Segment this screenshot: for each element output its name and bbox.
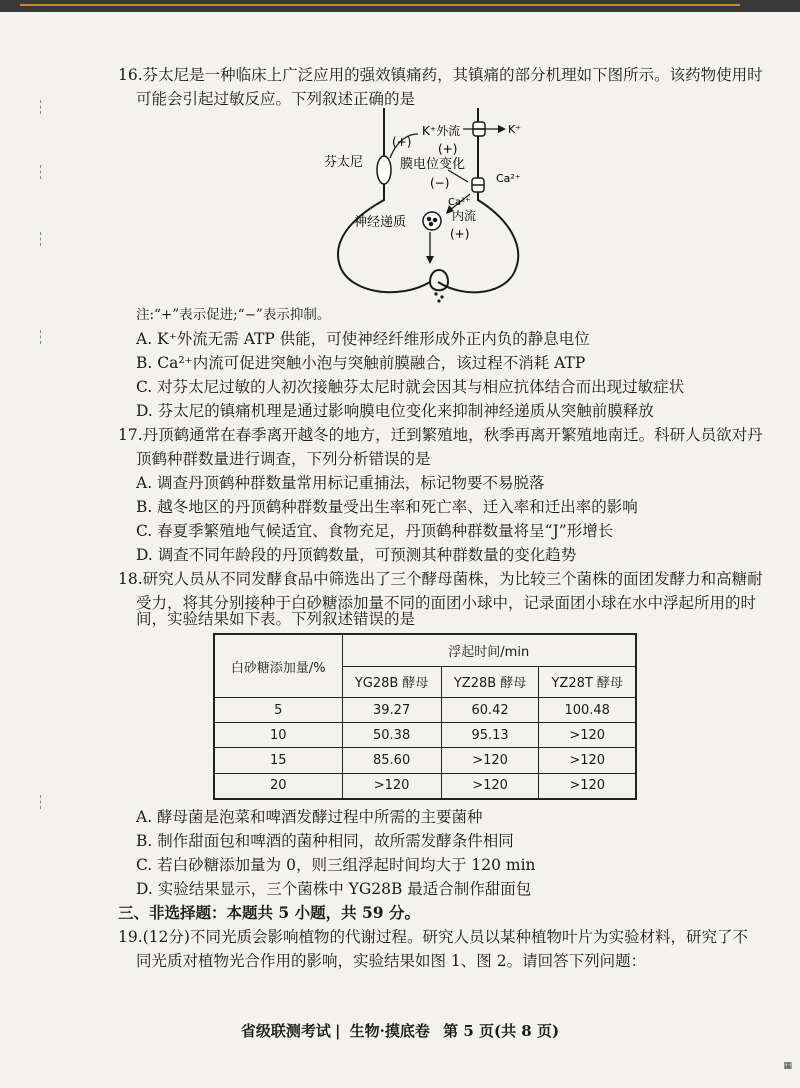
table-col-strain: YG28B 酵母	[342, 666, 441, 697]
yeast-float-time-table	[213, 633, 637, 800]
q16-stem-line2: 可能会引起过敏反应。下列叙述正确的是	[136, 90, 416, 108]
q17-option-d: D. 调查不同年龄段的丹顶鹤数量，可预测其种群数量的变化趋势	[136, 546, 577, 564]
table-cell: 39.27	[342, 698, 441, 723]
table-col-sugar: 白砂糖添加量/%	[214, 634, 342, 698]
vesicle-release	[430, 270, 448, 290]
q18-stem-line1: 18.研究人员从不同发酵食品中筛选出了三个酵母菌株，为比较三个菌株的面团发酵力和高糖耐	[118, 570, 763, 588]
table-cell: 5	[214, 698, 342, 723]
ca-influx-label: 内流	[452, 209, 477, 223]
table-row	[214, 773, 636, 799]
released-transmitter	[437, 299, 440, 302]
table-cell: 60.42	[441, 698, 539, 723]
table-row	[214, 723, 636, 748]
table-header-row	[214, 634, 636, 666]
table-cell: 10	[214, 723, 342, 748]
footer-subject: 生物·摸底卷	[349, 1022, 430, 1040]
fentanyl-receptor	[377, 156, 391, 184]
table-col-strain: YZ28B 酵母	[441, 666, 539, 697]
released-transmitter	[440, 295, 443, 298]
q18-option-a: A. 酵母菌是泡菜和啤酒发酵过程中所需的主要菌种	[136, 808, 483, 826]
plus-label: (+)	[438, 142, 458, 156]
q18-stem-line2: 受力，将其分别接种于白砂糖添加量不同的面团小球中，记录面团小球在水中浮起所用的时	[136, 594, 757, 612]
section-heading: 三、非选择题：本题共 5 小题，共 59 分。	[118, 903, 420, 922]
table-cell: >120	[539, 773, 636, 799]
q19-stem-line2: 同光质对植物光合作用的影响，实验结果如图 1、图 2。请回答下列问题：	[136, 952, 647, 970]
q19-stem-line1: 19.(12分)不同光质会影响植物的代谢过程。研究人员以某种植物叶片为实验材料，研究了不	[118, 928, 748, 946]
table-cell: 85.60	[342, 748, 441, 773]
neurotransmitter-label: 神经递质	[354, 215, 407, 230]
q16-stem-line1: 16.芬太尼是一种临床上广泛应用的强效镇痛药，其镇痛的部分机理如下图所示。该药物使用时	[118, 66, 763, 84]
q17-option-c: C. 春夏季繁殖地气候适宜、食物充足，丹顶鹤种群数量将呈“J”形增长	[136, 522, 614, 540]
q17-option-b: B. 越冬地区的丹顶鹤种群数量受出生率和死亡率、迁入率和迁出率的影响	[136, 498, 638, 516]
table-row	[214, 748, 636, 773]
table-cell: 95.13	[441, 723, 539, 748]
released-transmitter	[434, 292, 437, 295]
q18-option-c: C. 若白砂糖添加量为 0，则三组浮起时间均大于 120 min	[136, 856, 536, 874]
table-cell: 20	[214, 773, 342, 799]
synapse-diagram	[318, 108, 538, 304]
arrowhead	[426, 256, 434, 264]
scanner-watermark: ▦	[783, 1061, 792, 1071]
table-cell: 50.38	[342, 723, 441, 748]
k-efflux-label: K⁺外流	[422, 124, 461, 138]
margin-mark	[40, 795, 44, 809]
fentanyl-label: 芬太尼	[324, 155, 364, 170]
q16-option-b: B. Ca²⁺内流可促进突触小泡与突触前膜融合，该过程不消耗 ATP	[136, 354, 586, 372]
axon-membrane-left	[338, 108, 430, 292]
q16-option-a: A. K⁺外流无需 ATP 供能，可使神经纤维形成外正内负的静息电位	[136, 330, 590, 348]
ca-ion-label: Ca²⁺	[448, 197, 471, 208]
top-scan-edge	[0, 0, 800, 12]
margin-mark	[40, 165, 44, 179]
margin-mark	[40, 330, 44, 344]
potential-change-label: 膜电位变化	[400, 157, 466, 172]
arrowhead	[498, 125, 506, 133]
q17-stem-line1: 17.丹顶鹤通常在春季离开越冬的地方，迁到繁殖地，秋季再离开繁殖地南迁。科研人员欲对丹	[118, 426, 763, 444]
plus-label: (+)	[392, 135, 412, 149]
q18-option-d: D. 实验结果显示，三个菌株中 YG28B 最适合制作甜面包	[136, 880, 532, 898]
q16-option-d: D. 芬太尼的镇痛机理是通过影响膜电位变化来抑制神经递质从突触前膜释放	[136, 402, 654, 420]
table-row	[214, 698, 636, 723]
margin-mark	[40, 100, 44, 114]
table-cell: >120	[539, 723, 636, 748]
page-footer: 省级联测考试 | 生物·摸底卷 第 5 页(共 8 页)	[240, 1022, 560, 1040]
table-cell: 15	[214, 748, 342, 773]
q18-option-b: B. 制作甜面包和啤酒的菌种相同，故所需发酵条件相同	[136, 832, 514, 850]
plus-label: (+)	[450, 227, 470, 241]
margin-mark	[40, 232, 44, 246]
footer-exam: 省级联测考试	[240, 1022, 331, 1040]
q17-option-a: A. 调查丹顶鹤种群数量常用标记重捕法，标记物要不易脱落	[136, 474, 545, 492]
ca-channel	[472, 178, 484, 192]
table-cell: >120	[441, 773, 539, 799]
q17-stem-line2: 顶鹤种群数量进行调查，下列分析错误的是	[136, 450, 431, 468]
table-cell: >120	[539, 748, 636, 773]
q16-note: 注:“+”表示促进;“−”表示抑制。	[136, 307, 331, 323]
q16-option-c: C. 对芬太尼过敏的人初次接触芬太尼时就会因其与相应抗体结合而出现过敏症状	[136, 378, 685, 396]
footer-page: 第 5 页(共 8 页)	[443, 1022, 560, 1040]
q18-stem-line3: 间，实验结果如下表。下列叙述错误的是	[136, 610, 416, 628]
minus-label: (−)	[430, 176, 450, 190]
table-cell: >120	[441, 748, 539, 773]
table-col-group: 浮起时间/min	[342, 634, 636, 666]
table-col-strain: YZ28T 酵母	[539, 666, 636, 697]
synaptic-vesicle	[423, 212, 441, 230]
table-cell: 100.48	[539, 698, 636, 723]
table-cell: >120	[342, 773, 441, 799]
k-ion-label: K⁺	[508, 123, 522, 136]
ca-ion-label: Ca²⁺	[496, 172, 521, 185]
